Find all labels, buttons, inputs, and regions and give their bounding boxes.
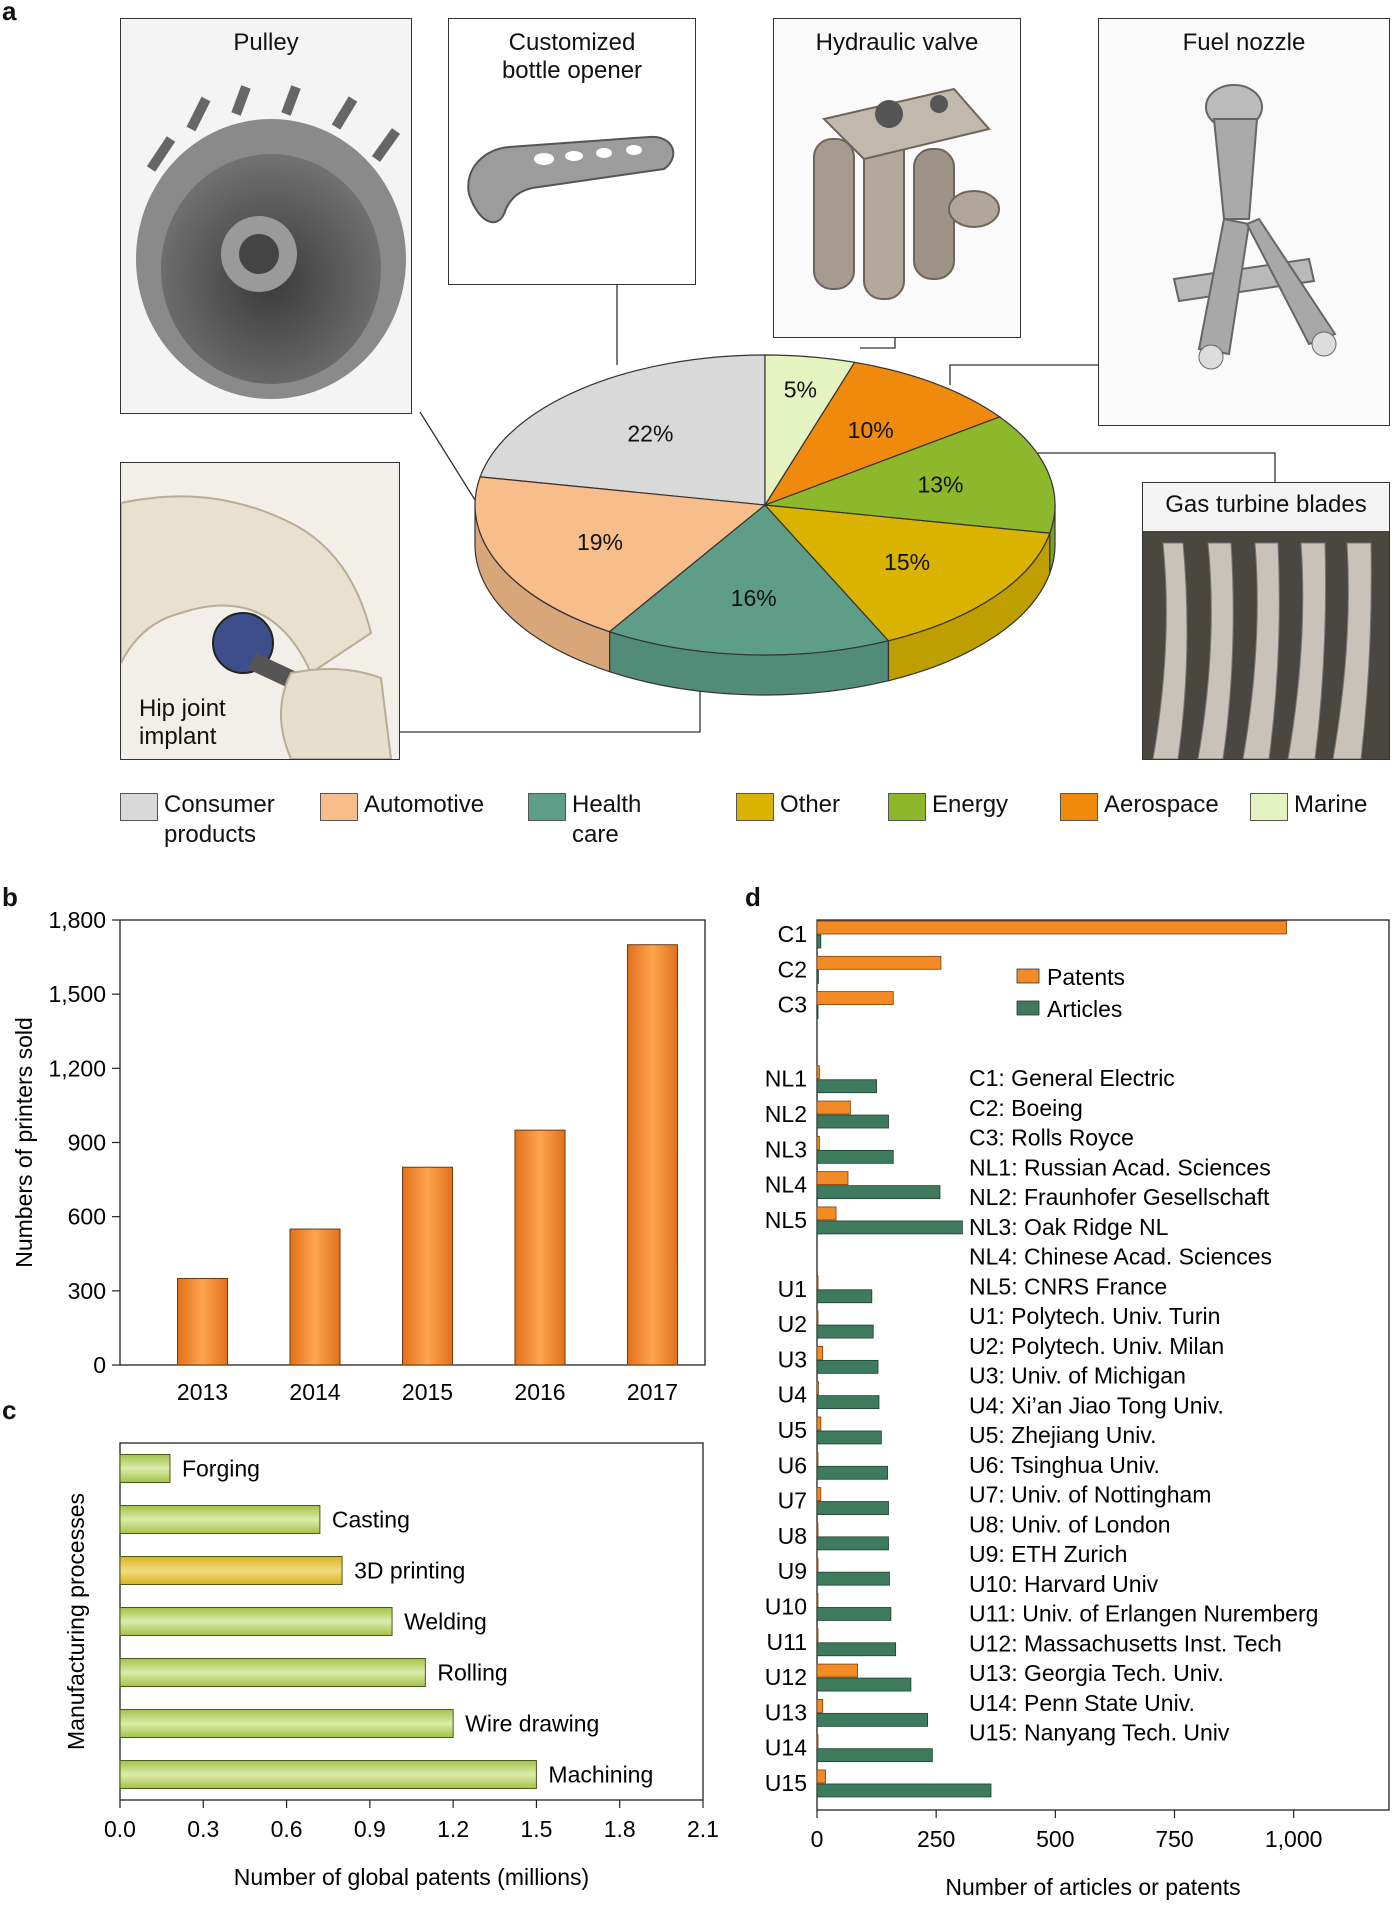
key-entry: U11: Univ. of Erlangen Nuremberg [969,1600,1319,1627]
bar-articles-NL4 [817,1186,940,1199]
photo-hip-implant [120,462,400,760]
connector-line-4 [1035,453,1275,482]
key-entry: U14: Penn State Univ. [969,1689,1195,1716]
x-tick-label: 0.0 [104,1816,136,1842]
legend-swatch [120,793,158,821]
key-entry: U1: Polytech. Univ. Turin [969,1303,1221,1329]
bar-patents-C1 [817,921,1287,934]
category-label-NL1: NL1 [764,1065,807,1092]
legend-label: Consumer products [164,791,275,848]
bar-patents-U1 [817,1276,818,1289]
legend-swatch [736,793,774,821]
bar-articles-U9 [817,1572,889,1585]
x-tick-label: 2013 [176,1379,229,1400]
pie-label-1: 19% [576,528,624,555]
bar-patents-C2 [817,956,941,969]
photo-hydraulic-valve [773,18,1021,338]
y-tick-label: 0 [93,1352,106,1378]
bar-articles-U1 [817,1290,872,1303]
legend-label-patents: Patents [1047,964,1125,990]
bar-articles-U10 [817,1607,891,1620]
panel-d-bar-chart [737,880,1397,1903]
x-tick-label: 2014 [289,1379,341,1400]
category-label-NL3: NL3 [764,1136,807,1163]
bar-patents-U14 [817,1735,818,1748]
key-entry: U4: Xi’an Jiao Tong Univ. [969,1392,1224,1419]
category-label-U9: U9 [777,1558,807,1585]
y-tick-label: 600 [67,1203,106,1230]
category-label-C3: C3 [777,991,807,1018]
panel-c-bar-chart [0,1390,740,1910]
bar-patents-U8 [817,1523,818,1536]
bar-articles-U15 [817,1784,991,1797]
bar-articles-U2 [817,1325,873,1338]
bar-patents-U10 [817,1593,818,1606]
bar-patents-U13 [817,1699,823,1712]
caption-hip-implant: Hip joint implant [139,695,226,750]
x-tick-label: 1.2 [437,1816,470,1842]
category-label-U10: U10 [764,1593,807,1620]
key-entry: C1: General Electric [969,1065,1175,1091]
bar-label: 3D printing [354,1557,466,1584]
bar-label: Forging [181,1455,260,1482]
bar-machining [120,1761,536,1789]
key-entry: NL2: Fraunhofer Gesellschaft [969,1184,1270,1210]
pie-label-5: 10% [847,416,894,443]
bar-articles-U6 [817,1466,888,1479]
category-label-U3: U3 [777,1346,807,1373]
fuel-nozzle-illustration [1099,19,1389,425]
bar-articles-NL2 [817,1115,889,1128]
x-tick-label: 2015 [401,1379,454,1400]
pie-label-2: 16% [730,584,777,611]
category-label-NL5: NL5 [764,1206,807,1233]
caption-gas-turbine: Gas turbine blades [1143,491,1389,519]
legend-swatch [1250,793,1288,821]
category-label-U4: U4 [777,1381,807,1408]
bar-patents-U3 [817,1346,823,1359]
y-tick-label: 1,800 [48,907,106,933]
panel-letter-d: d [745,882,761,912]
key-entry: U2: Polytech. Univ. Milan [969,1332,1225,1359]
key-entry: U13: Georgia Tech. Univ. [969,1660,1224,1686]
legend-swatch [1060,793,1098,821]
category-label-U5: U5 [777,1416,807,1443]
legend-swatch [888,793,926,821]
bar-articles-U7 [817,1502,889,1515]
bar-welding [120,1608,392,1636]
category-label-U7: U7 [777,1487,807,1514]
bar-label: Welding [404,1608,487,1635]
category-label-U1: U1 [777,1275,807,1302]
caption-bottle-opener: Customized bottle opener [501,29,643,84]
bar-label: Casting [331,1506,410,1533]
bar-label: Rolling [437,1659,508,1686]
key-entry: U10: Harvard Univ [969,1570,1159,1597]
pie-label-0: 22% [627,420,674,447]
key-entry: U6: Tsinghua Univ. [969,1451,1160,1478]
category-label-NL4: NL4 [764,1171,807,1198]
connector-line-5 [398,690,700,732]
bar-patents-NL2 [817,1101,850,1114]
category-label-U12: U12 [764,1664,807,1691]
legend-label-articles: Articles [1047,996,1123,1022]
caption-fuel-nozzle: Fuel nozzle [1182,29,1306,56]
bar-patents-U9 [817,1558,818,1571]
x-tick-label: 0.6 [270,1816,303,1842]
x-tick-label: 2016 [514,1379,566,1400]
pie-label-6: 5% [783,376,818,403]
key-entry: U8: Univ. of London [969,1511,1171,1538]
bar-articles-C1 [817,935,821,948]
bar-wire-drawing [120,1710,453,1738]
turbine-illustration [1143,483,1389,759]
bar-patents-U4 [817,1382,818,1395]
bar-articles-U11 [817,1643,896,1656]
y-tick-label: 900 [67,1129,106,1156]
y-tick-label: 1,500 [48,981,106,1008]
pie-label-4: 13% [917,471,964,498]
category-label-C2: C2 [777,956,807,983]
bar-patents-NL1 [817,1066,819,1079]
photo-bottle-opener [448,18,696,285]
category-label-U14: U14 [764,1734,807,1761]
bar-articles-U5 [817,1431,881,1444]
panel-letter-c: c [2,1395,17,1425]
bar-articles-U12 [817,1678,911,1691]
bar-patents-U6 [817,1452,818,1465]
bar-articles-U13 [817,1713,928,1726]
bar-articles-C3 [817,1006,818,1019]
panel-b-bar-chart [0,880,720,1400]
bar-articles-NL5 [817,1221,962,1234]
caption-hydraulic-valve: Hydraulic valve [815,29,979,56]
legend-label: Energy [932,791,1009,818]
x-tick-label: 0.3 [187,1816,220,1842]
y-tick-label: 300 [67,1277,106,1304]
caption-pulley: Pulley [233,29,299,56]
bar-patents-U15 [817,1770,826,1783]
bar-patents-NL3 [817,1136,819,1149]
category-label-U11: U11 [766,1628,807,1655]
hydraulic-valve-illustration [774,19,1020,337]
pie-label-3: 15% [884,549,931,576]
bar-articles-C2 [817,970,818,983]
bar-2013 [178,1278,228,1365]
panel-letter-a: a [2,0,17,26]
bar-articles-NL1 [817,1080,877,1093]
x-tick-label: 0.9 [353,1816,386,1842]
bar-patents-C3 [817,992,893,1005]
x-axis-label: Number of global patents (millions) [233,1864,590,1890]
bar-3d-printing [120,1557,342,1585]
bar-2016 [515,1130,565,1365]
x-tick-label: 250 [916,1826,956,1852]
y-axis-label: Manufacturing processes [63,1493,89,1750]
bar-rolling [120,1659,425,1687]
x-tick-label: 1.5 [520,1816,553,1842]
category-label-NL2: NL2 [764,1101,807,1128]
legend-swatch-articles [1017,1001,1039,1015]
key-entry: C3: Rolls Royce [969,1124,1134,1151]
key-entry: U12: Massachusetts Inst. Tech [969,1630,1282,1657]
key-entry: NL4: Chinese Acad. Sciences [969,1243,1273,1270]
category-label-U15: U15 [764,1769,807,1796]
key-entry: U15: Nanyang Tech. Univ [969,1719,1230,1746]
bar-patents-U12 [817,1664,858,1677]
bar-label: Wire drawing [465,1710,600,1737]
bar-patents-U7 [817,1488,821,1501]
legend-swatch [320,793,358,821]
panel-letter-b: b [2,882,18,912]
bar-articles-NL3 [817,1150,893,1163]
x-tick-label: 0 [810,1826,824,1852]
bar-patents-NL4 [817,1172,848,1185]
bar-articles-U14 [817,1749,932,1762]
bar-2014 [290,1229,340,1365]
x-axis-label: Number of articles or patents [945,1874,1241,1900]
bar-articles-U3 [817,1360,878,1373]
legend-label: Other [780,791,841,818]
bar-patents-U11 [817,1629,818,1642]
bar-forging [120,1455,170,1483]
y-tick-label: 1,200 [48,1055,106,1082]
bar-patents-NL5 [817,1207,836,1220]
connector-line-3 [950,365,1098,385]
legend-label: Automotive [364,791,485,818]
x-tick-label: 2.1 [687,1816,719,1842]
bar-articles-U4 [817,1396,879,1409]
legend-swatch [528,793,566,821]
pie-legend [120,790,1390,860]
key-entry: NL1: Russian Acad. Sciences [969,1154,1271,1181]
category-label-U2: U2 [777,1311,807,1338]
key-entry: U5: Zhejiang Univ. [969,1422,1157,1448]
bar-articles-U8 [817,1537,889,1550]
bar-patents-U2 [817,1311,818,1324]
category-label-C1: C1 [777,921,807,947]
x-tick-label: 500 [1036,1826,1075,1852]
bar-casting [120,1506,320,1534]
photo-fuel-nozzle [1098,18,1390,426]
pulley-illustration [121,19,411,413]
legend-label: Aerospace [1104,791,1219,818]
bar-2017 [628,945,678,1365]
photo-gas-turbine [1142,482,1390,760]
x-tick-label: 1,000 [1264,1826,1323,1852]
x-tick-label: 2017 [626,1379,679,1400]
x-tick-label: 1.8 [603,1816,636,1842]
category-label-U13: U13 [764,1699,807,1726]
bar-label: Machining [548,1761,654,1788]
legend-swatch-patents [1017,969,1039,983]
key-entry: NL3: Oak Ridge NL [969,1213,1169,1240]
key-entry: U3: Univ. of Michigan [969,1362,1186,1389]
connector-line-0 [420,412,475,500]
category-label-U8: U8 [777,1522,807,1549]
photo-pulley [120,18,412,414]
bar-2015 [403,1167,453,1365]
x-tick-label: 750 [1155,1826,1194,1852]
bar-patents-U5 [817,1417,821,1430]
key-entry: C2: Boeing [969,1094,1083,1121]
key-entry: U9: ETH Zurich [969,1541,1128,1567]
y-axis-label: Numbers of printers sold [11,1017,37,1268]
legend-label: Health care [572,791,642,848]
legend-label: Marine [1294,791,1368,818]
key-entry: U7: Univ. of Nottingham [969,1481,1212,1508]
category-label-U6: U6 [777,1452,807,1479]
key-entry: NL5: CNRS France [969,1273,1168,1300]
